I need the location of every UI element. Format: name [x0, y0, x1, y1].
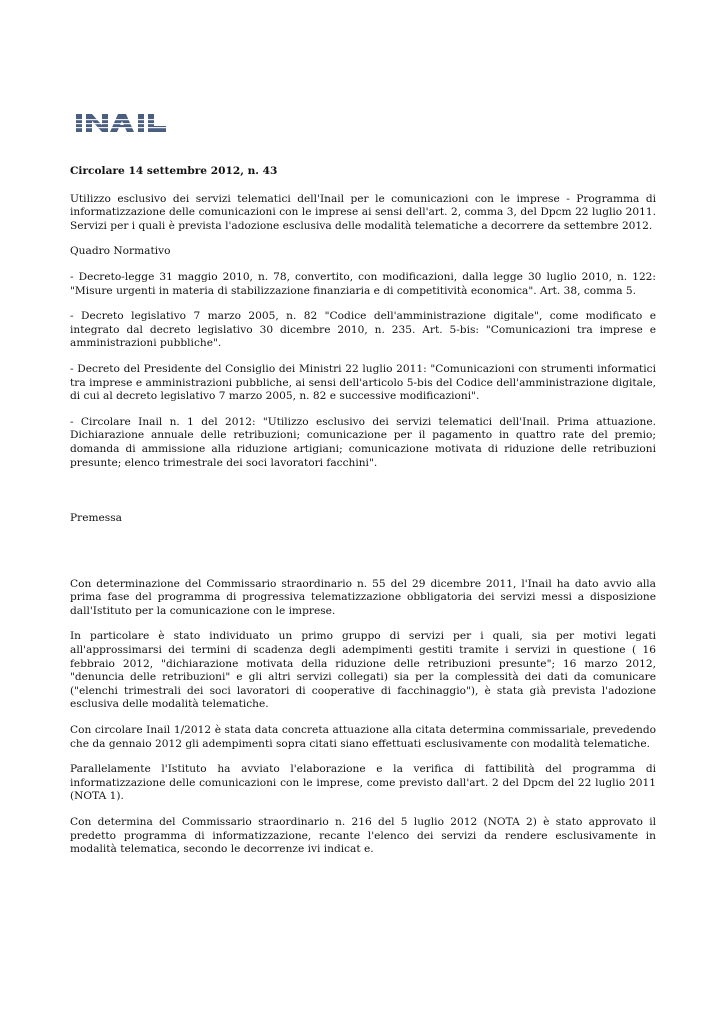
- premessa-paragraph: Con determinazione del Commissario straordinario n. 55 del 29 dicembre 2011, l'Inail ha dato avvio alla prima fase del programma di progressiva telematizzazione obbligatoria dei servizi messi a disposizione dall'Istituto per la comunicazione con le imprese.: [70, 577, 656, 617]
- inail-logo: [76, 112, 180, 134]
- quadro-item: - Decreto legislativo 7 marzo 2005, n. 82 "Codice dell'amministrazione digitale", come modificato e integrato dal decreto legislativo 30 dicembre 2010, n. 235. Art. 5-bis: "Comunicazioni tra imprese e amministrazioni pubbliche".: [70, 310, 656, 350]
- document-body: [70, 165, 656, 869]
- quadro-item: - Decreto del Presidente del Consiglio dei Ministri 22 luglio 2011: "Comunicazioni con strumenti informatici tra imprese e amministrazioni pubbliche, ai sensi dell'articolo 5-bis del Codice dell'amministrazione digitale, di cui al decreto legislativo 7 marzo 2005, n. 82 e successive modificazioni".: [70, 362, 656, 403]
- intro-paragraph: Utilizzo esclusivo dei servizi telematici dell'Inail per le comunicazioni con le imprese - Programma di informatizzazione delle comunicazioni con le imprese ai sensi dell'art. 2, comma 3, del Dpcm 22 luglio 2011. Servizi per i quali è prevista l'adozione esclusiva delle modalità telematiche a decorrere da settembre 2012.: [70, 192, 656, 232]
- premessa-paragraph: In particolare è stato individuato un primo gruppo di servizi per i quali, sia per motivi legati all'approssimarsi dei termini di scadenza degli adempimenti gestiti tramite i servizi in questione ( 16 febbraio 2012, "dichiarazione motivata della riduzione delle retribuzioni presunte"; 16 marzo 2012, "denuncia delle retribuzioni" e gli altri servizi collegati) sia per la complessità dei dati da comunicare ("elenchi trimestrali dei soci lavoratori di cooperative di facchinaggio"), è stata già prevista l'adozione esclusiva delle modalità telematiche.: [70, 630, 656, 711]
- quadro-normativo-heading: Quadro Normativo: [70, 245, 171, 258]
- quadro-item: - Circolare Inail n. 1 del 2012: "Utilizzo esclusivo dei servizi telematici dell'Inail. Prima attuazione. Dichiarazione annuale delle retribuzioni; comunicazione per il pagamento in quattro rate del premio; domanda di ammissione alla riduzione artigiani; comunicazione motivata di riduzione delle retribuzioni presunte; elenco trimestrale dei soci lavoratori facchini".: [70, 415, 656, 469]
- inail-logo-icon: [76, 112, 180, 134]
- quadro-item: - Decreto-legge 31 maggio 2010, n. 78, convertito, con modificazioni, dalla legge 30 luglio 2010, n. 122: "Misure urgenti in materia di stabilizzazione finanziaria e di competitività economica". Art. 38, comma 5.: [70, 270, 656, 297]
- premessa-paragraph: Con circolare Inail 1/2012 è stata data concreta attuazione alla citata determina commissariale, prevedendo che da gennaio 2012 gli adempimenti sopra citati siano effettuati esclusivamente con modalità telematiche.: [70, 724, 656, 750]
- premessa-paragraph: Con determina del Commissario straordinario n. 216 del 5 luglio 2012 (NOTA 2) è stato approvato il predetto programma di informatizzazione, recante l'elenco dei servizi da rendere esclusivamente in modalità telematica, secondo le decorrenze ivi indicat e.: [70, 816, 656, 856]
- circular-title: Circolare 14 settembre 2012, n. 43: [70, 165, 278, 177]
- premessa-heading: Premessa: [70, 512, 122, 525]
- premessa-paragraph: Parallelamente l'Istituto ha avviato l'elaborazione e la verifica di fattibilità del programma di informatizzazione delle comunicazioni con le imprese, come previsto dall'art. 2 del Dpcm del 22 luglio 2011 (NOTA 1).: [70, 763, 656, 803]
